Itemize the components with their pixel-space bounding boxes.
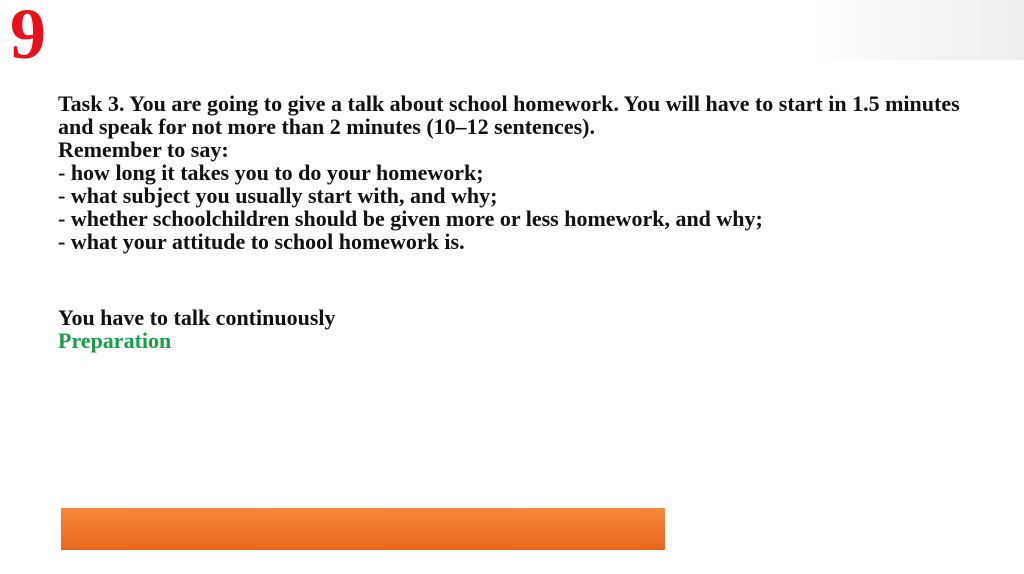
continuous-note: You have to talk continuously	[58, 305, 336, 330]
header-decoration	[814, 0, 1024, 60]
slide-number: 9	[10, 0, 46, 74]
preparation-timer-bar	[61, 508, 665, 550]
slide-content	[58, 92, 968, 352]
preparation-label: Preparation	[58, 328, 172, 353]
list-item: - how long it takes you to do your homework;	[58, 160, 484, 185]
task-description: Task 3. You are going to give a talk about school homework. You will have to start in 1.5 minutes and speak for not more than 2 minutes (10–12 sentences).	[58, 91, 960, 139]
remember-heading: Remember to say:	[58, 137, 229, 162]
list-item: - whether schoolchildren should be given more or less homework, and why;	[58, 206, 763, 231]
list-item: - what subject you usually start with, and why;	[58, 183, 498, 208]
list-item: - what your attitude to school homework is.	[58, 229, 465, 254]
